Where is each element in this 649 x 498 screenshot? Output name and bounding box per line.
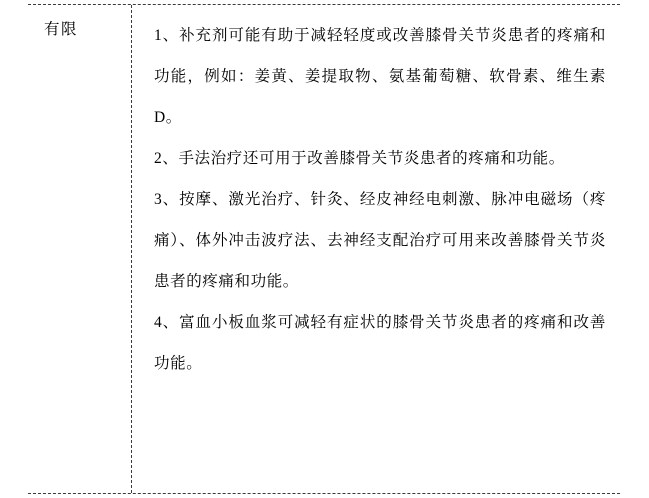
list-item: 3、按摩、激光治疗、针灸、经皮神经电刺激、脉冲电磁场（疼痛）、体外冲击波疗法、去神经支配治疗可用来改善膝骨关节炎患者的疼痛和功能。 xyxy=(154,191,606,290)
evidence-table xyxy=(28,4,620,494)
table-cell-content xyxy=(132,5,620,493)
table-cell-label xyxy=(28,5,132,493)
list-item: 2、手法治疗还可用于改善膝骨关节炎患者的疼痛和功能。 xyxy=(154,150,565,167)
list-item: 1、补充剂可能有助于减轻轻度或改善膝骨关节炎患者的疼痛和功能，例如：姜黄、姜提取物、氨基葡萄糖、软骨素、维生素 D。 xyxy=(154,27,606,126)
list-item: 4、富血小板血浆可减轻有症状的膝骨关节炎患者的疼痛和改善功能。 xyxy=(154,314,606,372)
row-label-text: 有限 xyxy=(44,21,79,38)
